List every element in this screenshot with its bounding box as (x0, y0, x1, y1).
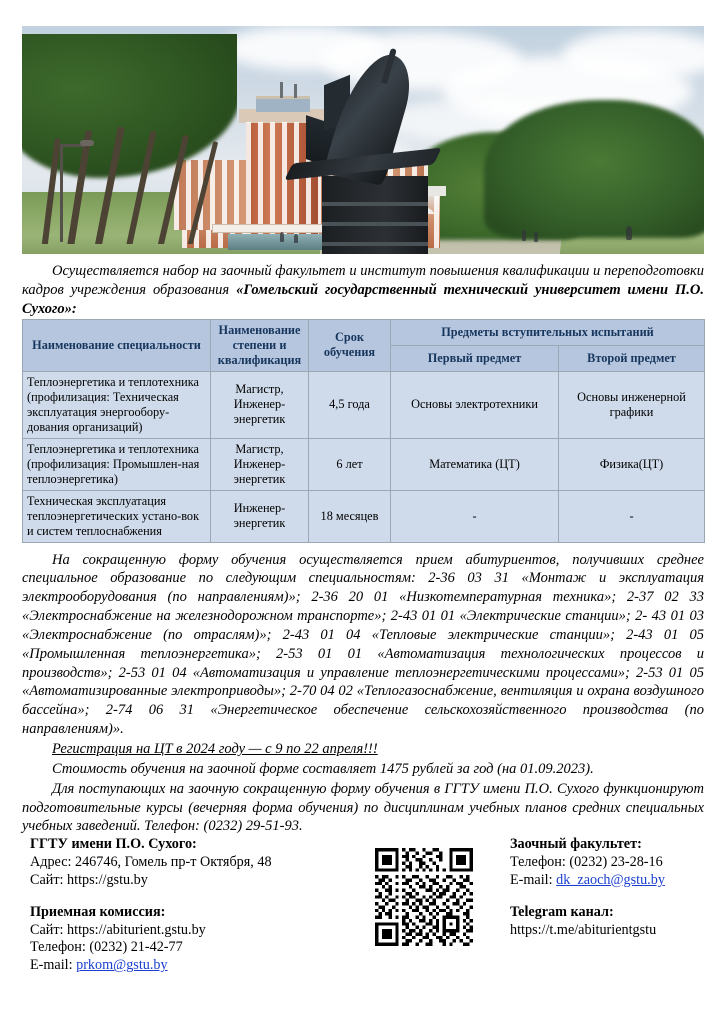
right-trees (484, 100, 704, 238)
cell-exam-second: - (559, 490, 705, 542)
foreground-treeline (22, 34, 237, 244)
document-content (22, 262, 704, 836)
cell-exam-first: Математика (ЦТ) (391, 438, 559, 490)
intro-paragraph (22, 262, 704, 319)
cell-degree: Инженер-энергетик (211, 490, 309, 542)
roof-mast (280, 82, 283, 98)
table-header-row-1 (23, 319, 705, 345)
university-contact-title: ГГТУ имени П.О. Сухого: (30, 836, 197, 852)
tower-penthouse (256, 96, 310, 112)
th-exam-first: Первый предмет (391, 345, 559, 371)
pedestrian (294, 234, 298, 243)
table-header (23, 319, 705, 371)
cloud-shape (222, 26, 382, 70)
footer-right-column (510, 836, 724, 953)
th-exams-group: Предметы вступительных испытаний (391, 319, 705, 345)
th-exam-second: Второй предмет (559, 345, 705, 371)
telegram-block (510, 904, 724, 940)
cell-exam-second: Физика(ЦТ) (559, 438, 705, 490)
correspondence-phone: Телефон: (0232) 23-28-16 (510, 853, 663, 870)
pedestal-band (322, 202, 428, 206)
admissions-phone: Телефон: (0232) 21-42-77 (30, 939, 183, 956)
th-specialty: Наименование специальности (23, 319, 211, 371)
courses-paragraph: Для поступающих на заочную сокращенную форму обучения в ГГТУ имени П.О. Сухого функционируют подготовительные курсы (вечерняя форма обучения) по дисциплинам учебных планов средних специальных учебных заведений. Телефон: (0232) 29-51-93. (22, 780, 704, 835)
body-text (22, 551, 704, 837)
correspondence-email-link[interactable]: dk_zaoch@gstu.by (556, 871, 665, 888)
cost-paragraph: Стоимость обучения на заочной форме составляет 1475 рублей за год (на 01.09.2023). (52, 760, 594, 777)
table-row (23, 490, 705, 542)
correspondence-email-row (510, 872, 724, 890)
pedestrian (534, 232, 538, 242)
admissions-site: Сайт: https://abiturient.gstu.by (30, 921, 206, 938)
pedestal-band (322, 242, 428, 246)
registration-notice: Регистрация на ЦТ в 2024 году — с 9 по 22 апреля!!! (52, 740, 378, 757)
campus-photo-image (22, 26, 704, 254)
th-degree: Наименование степени и квалификация (211, 319, 309, 371)
cell-term: 6 лет (309, 438, 391, 490)
correspondence-email-label: E-mail: (510, 871, 553, 888)
cell-degree: Магистр, Инженер-энергетик (211, 371, 309, 438)
university-contact-block (30, 836, 330, 890)
street-lamp-head (80, 140, 94, 146)
correspondence-contact-block (510, 836, 724, 890)
table-body (23, 371, 705, 542)
cell-term: 18 месяцев (309, 490, 391, 542)
intro-text: Осуществляется набор на заочный факультет и институт повышения квалификации и переподготовки кадров учреждения образования (22, 263, 704, 298)
admissions-title: Приемная комиссия: (30, 903, 166, 920)
cell-term: 4,5 года (309, 371, 391, 438)
telegram-url: https://t.me/abiturientgstu (510, 921, 657, 938)
short-form-paragraph: На сокращенную форму обучения осуществляется прием абитуриентов, получивших среднее специальное образование по следующим специальностям: 2-36 03 31 «Монтаж и эксплуатация электрооборудования (по направлениям)»; 2-36 20 01 «Низкотемпературная техника»; 2-37 02 33 «Электроснабжение на железнодорожном транспорте»; 2-43 01 01 «Электрические станции»; 2- 43 01 03 «Электроснабжение (по отраслям)»; 2-43 01 04 «Тепловые электрические станции»; 2-43 01 05 «Промышленная теплоэнергетика»; 2-53 01 01 «Автоматизация технологических процессов и производств»; 2-53 01 04 «Автоматизация и управление теплоэнергетическими процессами»; 2-53 01 05 «Автоматизированные электроприводы»; 2-70 04 02 «Теплогазоснабжение, вентиляция и охрана воздушного бассейна»; 2-74 06 31 «Энергетическое обеспечение сельскохозяйственного производства (по направлениям)». (22, 551, 704, 738)
cell-exam-first: Основы электротехники (391, 371, 559, 438)
admissions-email-row (30, 957, 330, 975)
specialties-table (22, 319, 705, 543)
campus-photo (22, 26, 704, 254)
pedestrian (522, 230, 526, 241)
pedestrian (280, 232, 284, 242)
cell-exam-first: - (391, 490, 559, 542)
footer-left-column (30, 836, 330, 989)
table-row (23, 371, 705, 438)
admissions-email-label: E-mail: (30, 957, 73, 974)
university-address: Адрес: 246746, Гомель пр-т Октября, 48 (30, 853, 272, 870)
cell-specialty: Теплоэнергетика и теплотехника (профилизация: Промышлен-ная теплоэнергетика) (23, 438, 211, 490)
university-site: Сайт: https://gstu.by (30, 871, 148, 888)
telegram-title: Telegram канал: (510, 903, 614, 920)
correspondence-title: Заочный факультет: (510, 836, 642, 852)
pedestal-band (322, 222, 428, 226)
admissions-email-link[interactable]: prkom@gstu.by (76, 957, 168, 974)
street-lamp-pole (60, 146, 63, 242)
roof-mast (294, 84, 297, 98)
qr-code[interactable] (375, 848, 473, 946)
cell-exam-second: Основы инженерной графики (559, 371, 705, 438)
pedestrian (626, 226, 632, 240)
cell-degree: Магистр, Инженер-энергетик (211, 438, 309, 490)
admissions-contact-block (30, 904, 330, 976)
cell-specialty: Техническая эксплуатация теплоэнергетических устано-вок и систем теплоснабжения (23, 490, 211, 542)
cell-specialty: Теплоэнергетика и теплотехника (профилизация: Техническая эксплуатация энергообору-дования организаций) (23, 371, 211, 438)
registration-paragraph (22, 740, 704, 759)
qr-code-image (375, 848, 473, 946)
th-term: Срок обучения (309, 319, 391, 371)
university-name: «Гомельский государственный технический университет имени П.О. Сухого»: (22, 281, 705, 317)
table-row (23, 438, 705, 490)
